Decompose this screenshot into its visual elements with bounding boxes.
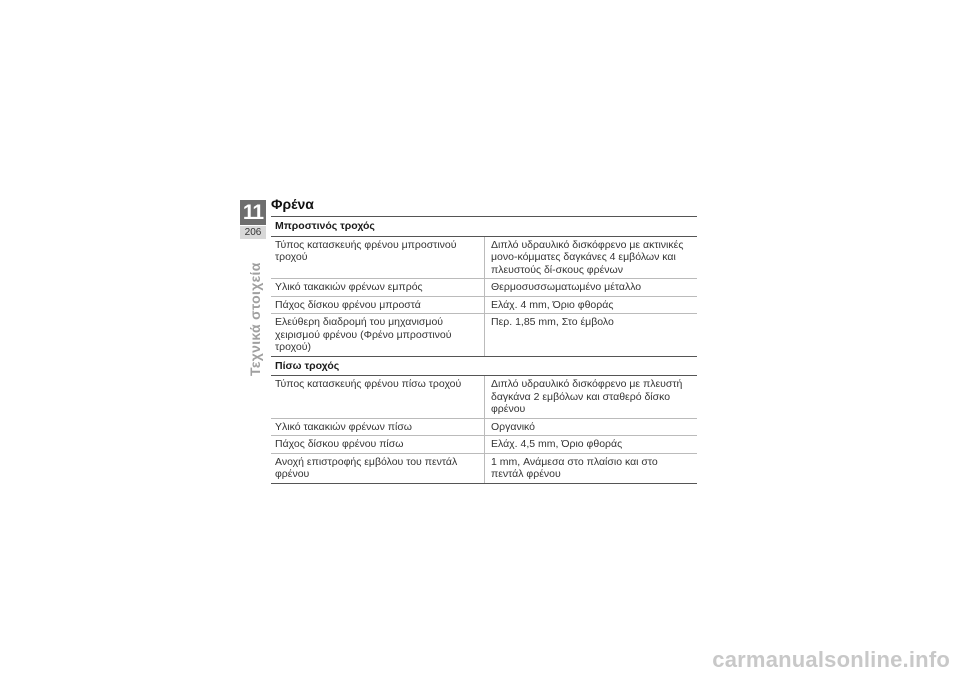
group-heading-front: Μπροστινός τροχός	[271, 217, 697, 237]
chapter-number-badge: 11	[240, 200, 266, 225]
table-row	[271, 454, 697, 484]
row-value: 1 mm, Ανάμεσα στο πλαίσιο και στο πεντάλ φρένου	[491, 455, 658, 480]
page-number: 206	[240, 226, 266, 239]
row-value: Ελάχ. 4,5 mm, Όριο φθοράς	[491, 438, 623, 450]
row-label: Υλικό τακακιών φρένων πίσω	[271, 419, 485, 436]
group-heading-rear: Πίσω τροχός	[271, 357, 697, 377]
row-label: Υλικό τακακιών φρένων εμπρός	[271, 279, 485, 296]
row-label: Πάχος δίσκου φρένου μπροστά	[271, 297, 485, 314]
row-value: Ελάχ. 4 mm, Όριο φθοράς	[491, 298, 614, 311]
row-value: Περ. 1,85 mm, Στο έμβολο	[491, 316, 614, 328]
chapter-side-label-text: Τεχνικά στοιχεία	[247, 262, 263, 376]
section-title: Φρένα	[271, 196, 314, 212]
specs-table	[271, 216, 697, 484]
table-row	[271, 436, 697, 454]
table-row	[271, 237, 697, 280]
row-label: Τύπος κατασκευής φρένου πίσω τροχού	[271, 376, 485, 418]
watermark: carmanualsonline.info	[712, 647, 950, 672]
table-row	[271, 279, 697, 297]
row-value: Οργανικό	[491, 420, 536, 433]
row-value: Θερμοσυσσωματωμένο μέταλλο	[491, 281, 642, 293]
row-label: Ελεύθερη διαδρομή του μηχανισμού χειρισμού φρένου (Φρένο μπροστινού τροχού)	[271, 314, 485, 356]
row-label: Ανοχή επιστροφής εμβόλου του πεντάλ φρένου	[271, 454, 485, 483]
table-row	[271, 376, 697, 419]
row-label: Πάχος δίσκου φρένου πίσω	[271, 436, 485, 453]
table-row	[271, 297, 697, 315]
table-row	[271, 314, 697, 357]
table-row	[271, 419, 697, 437]
row-value: Διπλό υδραυλικό δισκόφρενο με ακτινικές μονο-κόμματες δαγκάνες 4 εμβόλων και πλευστούς δί-σκους φρένων	[491, 238, 684, 276]
row-label: Τύπος κατασκευής φρένου μπροστινού τροχού	[271, 237, 485, 279]
row-value: Διπλό υδραυλικό δισκόφρενο με πλευστή δαγκάνα 2 εμβόλων και σταθερό δίσκο φρένου	[491, 378, 683, 415]
